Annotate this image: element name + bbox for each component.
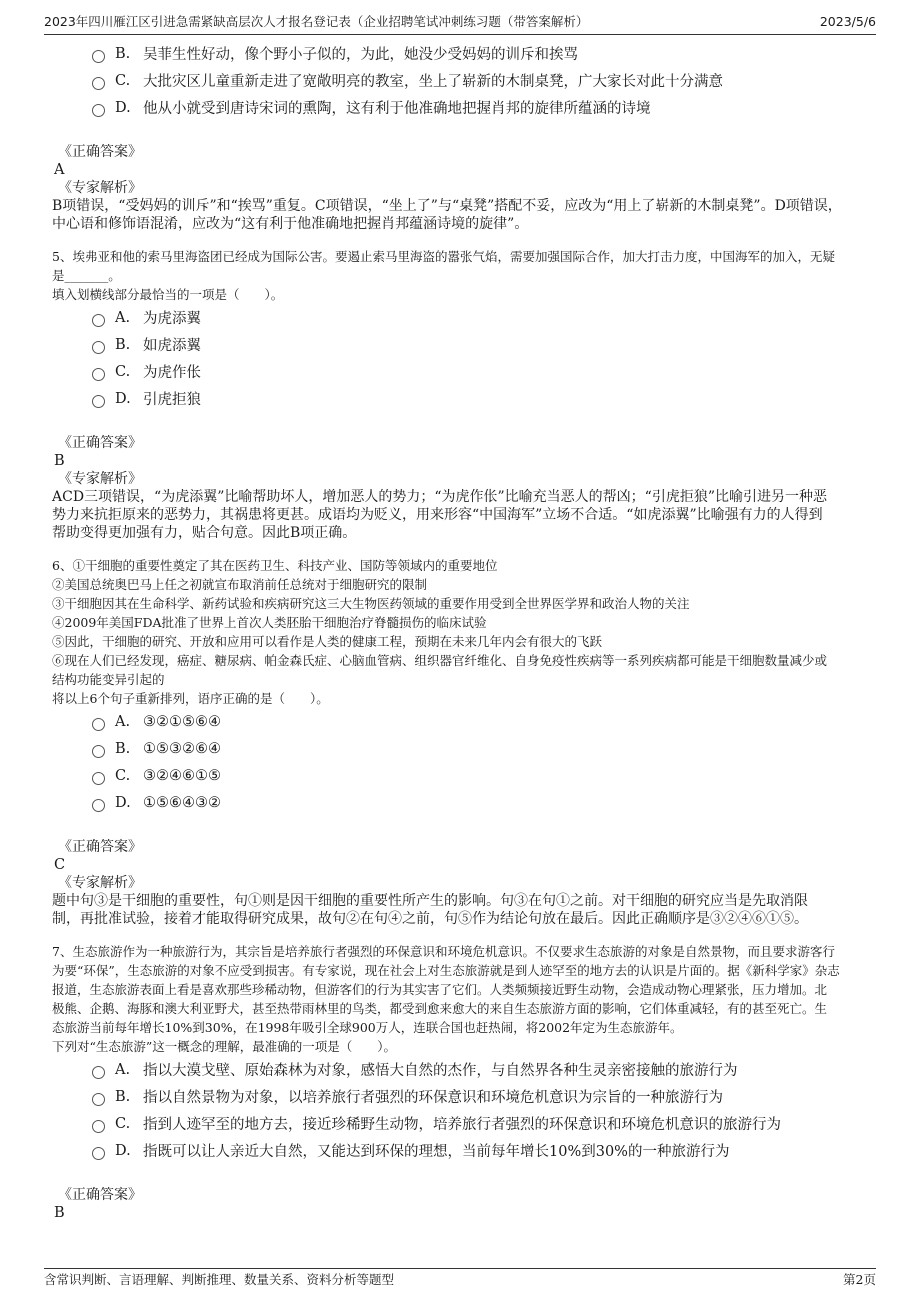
question-6-stem: 6、①干细胞的重要性奠定了其在医药卫生、科技产业、国防等领域内的重要地位 ②美国总统奥巴马上任之初就宣布取消前任总统对于细胞研究的限制 ③干细胞因其在生命科学、新药试验和疾病研究这三大生物医药领域的重要作用受到全世界医学界和政治人物的关注 ④2009年美国FDA批准了世界上首次人类胚胎干细胞治疗脊髓损伤的临床试验 ⑤因此，干细胞的研究、开放和应用可以看作是人类的健康工程，预期在未来几年内会有很大的飞跃 ⑥现在人们已经发现，癌症、糖尿病、帕金森氏症、心脑血管病、组织器官纤维化、自身免疫性疾病等一系列疾病都可能是干细胞数量减少或 结构功能变异引起的 将以上6个句子重新排列，语序正确的是（ ）。 [52,558,828,706]
radio-icon[interactable] [92,1066,105,1079]
analysis-label: 《专家解析》 [58,875,142,891]
analysis-line: 制，再批准试验，接着才能取得研究成果，故句②在句④之前，句⑤作为结论句放在最后。因此正确顺序是③②④⑥①⑤。 [52,911,808,927]
option-text: 为虎作伥 [143,365,201,381]
radio-icon[interactable] [92,368,105,381]
page-header [44,12,876,35]
option-text: ③②①⑤⑥④ [143,713,221,730]
option-text: ①⑤③②⑥④ [143,740,221,757]
option-text: 指到人迹罕至的地方去，接近珍稀野生动物，培养旅行者强烈的环保意识和环境危机意识的旅游行为 [143,1117,781,1133]
option-text: 引虎拒狼 [143,392,201,408]
radio-icon[interactable] [92,341,105,354]
option-text: 如虎添翼 [143,338,201,354]
option-text: ①⑤⑥④③② [143,794,221,811]
option-b[interactable]: B. 指以自然景物为对象，以培养旅行者强烈的环保意识和环境危机意识为宗旨的一种旅游行为 [52,1083,878,1110]
option-b[interactable]: B. 吴菲生性好动，像个野小子似的，为此，她没少受妈妈的训斥和挨骂 [52,40,878,67]
option-text: 为虎添翼 [143,311,201,327]
answer-label: 《正确答案》 [58,1187,142,1203]
page-number: 第2页 [843,1272,876,1287]
page-footer [44,1268,876,1291]
option-d[interactable]: D. 引虎拒狼 [52,385,878,412]
option-a[interactable]: A. 指以大漠戈壁、原始森林为对象，感悟大自然的杰作，与自然界各种生灵亲密接触的旅游行为 [52,1056,878,1083]
radio-icon[interactable] [92,50,105,63]
option-c[interactable]: C. 大批灾区儿童重新走进了宽敞明亮的教室，坐上了崭新的木制桌凳，广大家长对此十分满意 [52,67,878,94]
option-d[interactable]: D. 指既可以让人亲近大自然，又能达到环保的理想，当前每年增长10%到30%的一种旅游行为 [52,1137,878,1164]
analysis-line: 题中句③是干细胞的重要性，句①则是因干细胞的重要性所产生的影响。句③在句①之前。对干细胞的研究应当是先取消限 [52,893,808,909]
question-7-stem: 7、生态旅游作为一种旅游行为，其宗旨是培养旅行者强烈的环保意识和环境危机意识。不仅要求生态旅游的对象是自然景物，而且要求游客行 为要“环保”，生态旅游的对象不应受到损害。有专家说，现在社会上对生态旅游就是到人迹罕至的地方去的认识是片面的。据《新科学家》杂志 报道，生态旅游表面上看是喜欢那些珍稀动物，但游客们的行为其实害了它们。人类频频接近野生动物，会造成动物心理紧张，压力增加。北 极熊、企鹅、海豚和澳大利亚野犬，甚至热带雨林里的鸟类，都受到愈来愈大的来自生态旅游方面的影响，它们体重减轻，有的甚至死亡。生 态旅游当前每年增长10%到30%，在1998年吸引全球900万人，连联合国也赶热闹，将2002年定为生态旅游年。 下列对“生态旅游”这一概念的理解，最准确的一项是（ ）。 [52,944,840,1054]
answer-value: A [54,162,65,178]
answer-value: B [54,453,65,469]
answer-label: 《正确答案》 [58,839,142,855]
radio-icon[interactable] [92,718,105,731]
footer-note: 含常识判断、言语理解、判断推理、数量关系、资料分析等题型 [44,1272,395,1287]
question-5-stem: 5、埃弗亚和他的索马里海盗团已经成为国际公害。要遏止索马里海盗的嚣张气焰，需要加强国际合作，加大打击力度，中国海军的加入，无疑 是_______。 填入划横线部分最恰当的一项是（ ）。 [52,249,835,302]
page-content [52,40,878,1222]
option-text: 指以自然景物为对象，以培养旅行者强烈的环保意识和环境危机意识为宗旨的一种旅游行为 [143,1090,723,1106]
analysis-label: 《专家解析》 [58,471,142,487]
option-text: ③②④⑥①⑤ [143,767,221,784]
header-date: 2023/5/6 [819,14,876,29]
analysis-line: 势力来抗拒原来的恶势力，其祸患将更甚。成语均为贬义，用来形容“中国海军”立场不合适。“如虎添翼”比喻强有力的人得到 [52,507,823,523]
option-text: 吴菲生性好动，像个野小子似的，为此，她没少受妈妈的训斥和挨骂 [143,47,578,63]
answer-label: 《正确答案》 [58,435,142,451]
radio-icon[interactable] [92,395,105,408]
radio-icon[interactable] [92,1147,105,1160]
option-a[interactable]: A. 为虎添翼 [52,304,878,331]
option-c[interactable]: C. 为虎作伥 [52,358,878,385]
radio-icon[interactable] [92,745,105,758]
analysis-line: 帮助变得更加强有力，贴合句意。因此B项正确。 [52,525,357,541]
option-a[interactable]: A. ③②①⑤⑥④ [52,708,878,735]
radio-icon[interactable] [92,1120,105,1133]
answer-value: B [54,1205,65,1221]
radio-icon[interactable] [92,77,105,90]
option-c[interactable]: C. ③②④⑥①⑤ [52,762,878,789]
radio-icon[interactable] [92,314,105,327]
answer-value: C [54,857,66,873]
option-d[interactable]: D. 他从小就受到唐诗宋词的熏陶，这有利于他准确地把握肖邦的旋律所蕴涵的诗境 [52,94,878,121]
radio-icon[interactable] [92,1093,105,1106]
analysis-line: 中心语和修饰语混淆，应改为“这有利于他准确地把握肖邦蕴涵诗境的旋律”。 [52,216,529,232]
header-title: 2023年四川雁江区引进急需紧缺高层次人才报名登记表（企业招聘笔试冲刺练习题（带答案解析） [44,14,589,29]
option-b[interactable]: B. 如虎添翼 [52,331,878,358]
option-b[interactable]: B. ①⑤③②⑥④ [52,735,878,762]
analysis-line: B项错误，“受妈妈的训斥”和“挨骂”重复。C项错误，“坐上了”与“桌凳”搭配不妥，应改为“用上了崭新的木制桌凳”。D项错误， [52,198,842,214]
option-c[interactable]: C. 指到人迹罕至的地方去，接近珍稀野生动物，培养旅行者强烈的环保意识和环境危机意识的旅游行为 [52,1110,878,1137]
option-d[interactable]: D. ①⑤⑥④③② [52,789,878,816]
option-text: 指既可以让人亲近大自然，又能达到环保的理想，当前每年增长10%到30%的一种旅游行为 [143,1144,730,1160]
option-text: 他从小就受到唐诗宋词的熏陶，这有利于他准确地把握肖邦的旋律所蕴涵的诗境 [143,101,651,117]
radio-icon[interactable] [92,104,105,117]
answer-label: 《正确答案》 [58,144,142,160]
option-text: 大批灾区儿童重新走进了宽敞明亮的教室，坐上了崭新的木制桌凳，广大家长对此十分满意 [143,74,723,90]
radio-icon[interactable] [92,799,105,812]
analysis-line: ACD三项错误，“为虎添翼”比喻帮助坏人，增加恶人的势力；“为虎作伥”比喻充当恶人的帮凶；“引虎拒狼”比喻引进另一种恶 [52,489,827,505]
option-text: 指以大漠戈壁、原始森林为对象，感悟大自然的杰作，与自然界各种生灵亲密接触的旅游行为 [143,1063,738,1079]
analysis-label: 《专家解析》 [58,180,142,196]
radio-icon[interactable] [92,772,105,785]
